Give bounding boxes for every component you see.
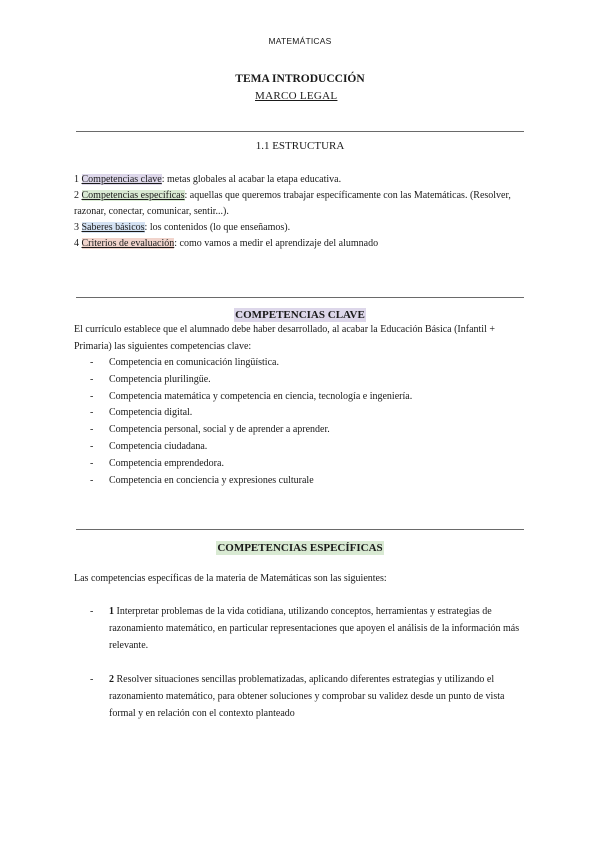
term-criterios-evaluacion: Criterios de evaluación	[81, 238, 175, 249]
item-number: 1	[109, 606, 114, 617]
term-competencias-clave: Competencias clave	[81, 174, 162, 185]
bullet-dash: -	[90, 390, 94, 402]
competencias-clave-list	[90, 355, 530, 489]
list-item-text: Competencia plurilingüe.	[109, 373, 211, 385]
list-item-text: Competencia matemática y competencia en ciencia, tecnología e ingeniería.	[109, 390, 413, 402]
list-item	[90, 422, 530, 439]
list-item	[90, 405, 530, 422]
bullet-dash: -	[90, 457, 94, 469]
item-description: : los contenidos (lo que enseñamos).	[144, 222, 291, 233]
item-number: 2	[109, 674, 114, 685]
item-number: 3	[74, 222, 79, 233]
bullet-dash: -	[90, 373, 94, 385]
list-item	[90, 456, 530, 473]
list-item-text: Competencia emprendedora.	[109, 457, 224, 469]
estructura-heading: 1.1 ESTRUCTURA	[255, 140, 345, 152]
term-competencias-especificas: Competencias específicas	[81, 190, 185, 201]
list-item-text: Competencia personal, social y de aprender a aprender.	[109, 424, 330, 436]
estructura-item	[74, 236, 534, 252]
competencias-especificas-list	[90, 603, 530, 722]
term-saberes-basicos: Saberes básicos	[81, 222, 145, 233]
bullet-dash: -	[90, 424, 94, 436]
list-item	[90, 473, 530, 490]
list-item	[90, 439, 530, 456]
item-number: 2	[74, 190, 79, 201]
list-item	[90, 603, 530, 654]
list-item-text: Interpretar problemas de la vida cotidiana, utilizando conceptos, herramientas y estrategias de razonamiento matemático, en particular representaciones que apoyen el análisis de la información más relevante.	[109, 606, 520, 651]
item-number: 4	[74, 238, 79, 249]
competencias-clave-heading: COMPETENCIAS CLAVE	[235, 309, 365, 321]
item-number: 1	[74, 174, 79, 185]
list-item-text: Competencia en comunicación lingüística.	[109, 357, 279, 368]
divider-1	[76, 131, 524, 132]
bullet-dash: -	[90, 357, 94, 368]
competencias-especificas-intro: Las competencias específicas de la materia de Matemáticas son las siguientes:	[74, 573, 387, 584]
document-title: TEMA INTRODUCCIÓN	[235, 73, 365, 85]
list-item-text: Competencia en conciencia y expresiones culturale	[109, 474, 314, 486]
page-header-subject: MATEMÁTICAS	[268, 36, 332, 46]
document-subtitle: MARCO LEGAL	[255, 90, 338, 102]
estructura-item	[74, 220, 534, 236]
bullet-dash: -	[90, 606, 94, 617]
bullet-dash: -	[90, 674, 94, 685]
bullet-dash: -	[90, 407, 94, 419]
list-item-text: Competencia digital.	[109, 407, 193, 419]
item-description: : aquellas que queremos trabajar específicamente con las Matemáticas. (Resolver, razonar, conectar, comunicar, sentir...).	[74, 190, 511, 217]
list-item	[90, 355, 530, 372]
competencias-clave-intro: El currículo establece que el alumnado debe haber desarrollado, al acabar la Educación Básica (Infantil + Primaria) las siguientes competencias clave:	[74, 324, 495, 352]
item-description: : metas globales al acabar la etapa educativa.	[161, 174, 342, 185]
estructura-item	[74, 188, 534, 220]
divider-2	[76, 297, 524, 298]
divider-3	[76, 529, 524, 530]
competencias-clave-heading-wrap	[0, 305, 600, 323]
list-item	[90, 372, 530, 389]
competencias-especificas-heading: COMPETENCIAS ESPECÍFICAS	[217, 542, 383, 554]
estructura-item	[74, 172, 534, 188]
bullet-dash: -	[90, 440, 94, 452]
list-item	[90, 389, 530, 406]
list-item-text: Resolver situaciones sencillas problematizadas, aplicando diferentes estrategias y utilizando el razonamiento matemático, para obtener soluciones y comprobar su validez desde un punto de vista formal y en relación con el contexto planteado	[109, 674, 505, 719]
estructura-list	[74, 172, 534, 252]
list-item-text: Competencia ciudadana.	[109, 440, 208, 452]
list-item	[90, 671, 530, 722]
competencias-especificas-heading-wrap	[0, 538, 600, 556]
item-description: : como vamos a medir el aprendizaje del alumnado	[174, 238, 379, 249]
bullet-dash: -	[90, 474, 94, 486]
